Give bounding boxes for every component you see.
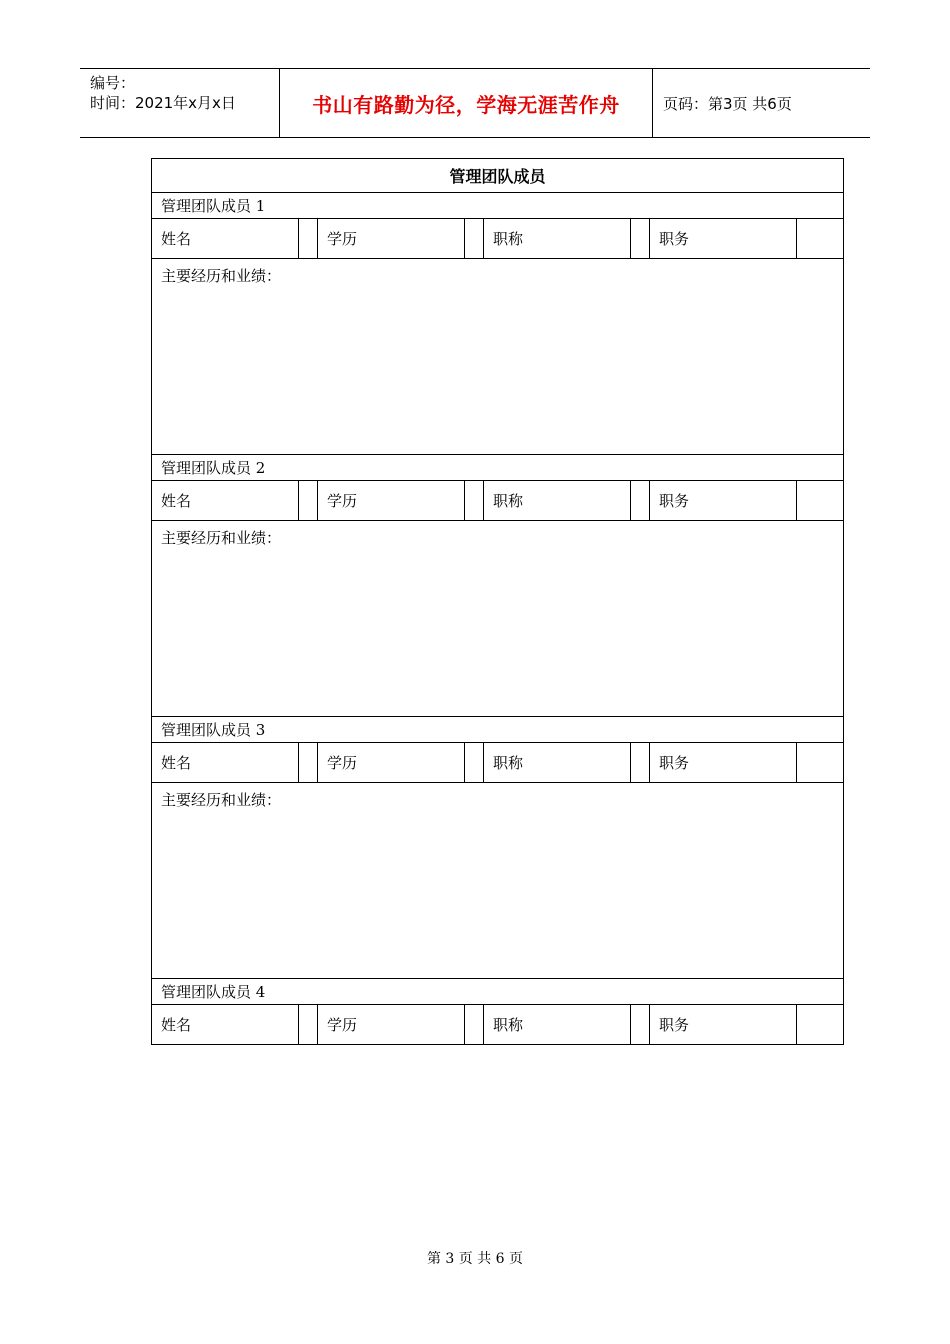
- number-label: 编号：: [90, 74, 136, 92]
- position-label: 职务: [650, 1005, 797, 1045]
- resume-cell[interactable]: [152, 259, 844, 455]
- position-value-cell[interactable]: [797, 481, 844, 521]
- resume-cell[interactable]: [152, 783, 844, 979]
- resume-label: 主要经历和业绩：: [161, 791, 282, 809]
- title-label: 职称: [484, 1005, 631, 1045]
- resume-label: 主要经历和业绩：: [161, 529, 282, 547]
- member-label: 管理团队成员 3: [152, 717, 844, 743]
- page-footer: 第 3 页 共 6 页: [426, 1251, 524, 1267]
- table-title: 管理团队成员: [152, 159, 844, 193]
- title-value-cell[interactable]: [631, 743, 650, 783]
- education-label: 学历: [318, 481, 465, 521]
- name-value-cell[interactable]: [299, 1005, 318, 1045]
- name-label: 姓名: [152, 219, 299, 259]
- page-header: [80, 68, 870, 138]
- position-value-cell[interactable]: [797, 1005, 844, 1045]
- title-label: 职称: [484, 219, 631, 259]
- name-value-cell[interactable]: [299, 219, 318, 259]
- title-value-cell[interactable]: [631, 219, 650, 259]
- position-label: 职务: [650, 481, 797, 521]
- name-label: 姓名: [152, 743, 299, 783]
- member-label: 管理团队成员 2: [152, 455, 844, 481]
- header-page-label: 页码：第3页 共6页: [663, 94, 792, 113]
- education-value-cell[interactable]: [465, 743, 484, 783]
- date-label: 时间：2021年x月x日: [90, 94, 236, 112]
- member-label: 管理团队成员 4: [152, 979, 844, 1005]
- management-team-table: [151, 158, 844, 1045]
- position-value-cell[interactable]: [797, 743, 844, 783]
- name-label: 姓名: [152, 1005, 299, 1045]
- title-value-cell[interactable]: [631, 481, 650, 521]
- title-value-cell[interactable]: [631, 1005, 650, 1045]
- education-label: 学历: [318, 1005, 465, 1045]
- title-label: 职称: [484, 743, 631, 783]
- education-value-cell[interactable]: [465, 481, 484, 521]
- header-meta: [80, 69, 280, 137]
- education-value-cell[interactable]: [465, 1005, 484, 1045]
- name-value-cell[interactable]: [299, 743, 318, 783]
- education-label: 学历: [318, 219, 465, 259]
- title-label: 职称: [484, 481, 631, 521]
- member-label: 管理团队成员 1: [152, 193, 844, 219]
- position-value-cell[interactable]: [797, 219, 844, 259]
- name-value-cell[interactable]: [299, 481, 318, 521]
- education-value-cell[interactable]: [465, 219, 484, 259]
- name-label: 姓名: [152, 481, 299, 521]
- position-label: 职务: [650, 743, 797, 783]
- resume-label: 主要经历和业绩：: [161, 267, 282, 285]
- resume-cell[interactable]: [152, 521, 844, 717]
- education-label: 学历: [318, 743, 465, 783]
- header-motto: 书山有路勤为径，学海无涯苦作舟: [280, 69, 653, 137]
- position-label: 职务: [650, 219, 797, 259]
